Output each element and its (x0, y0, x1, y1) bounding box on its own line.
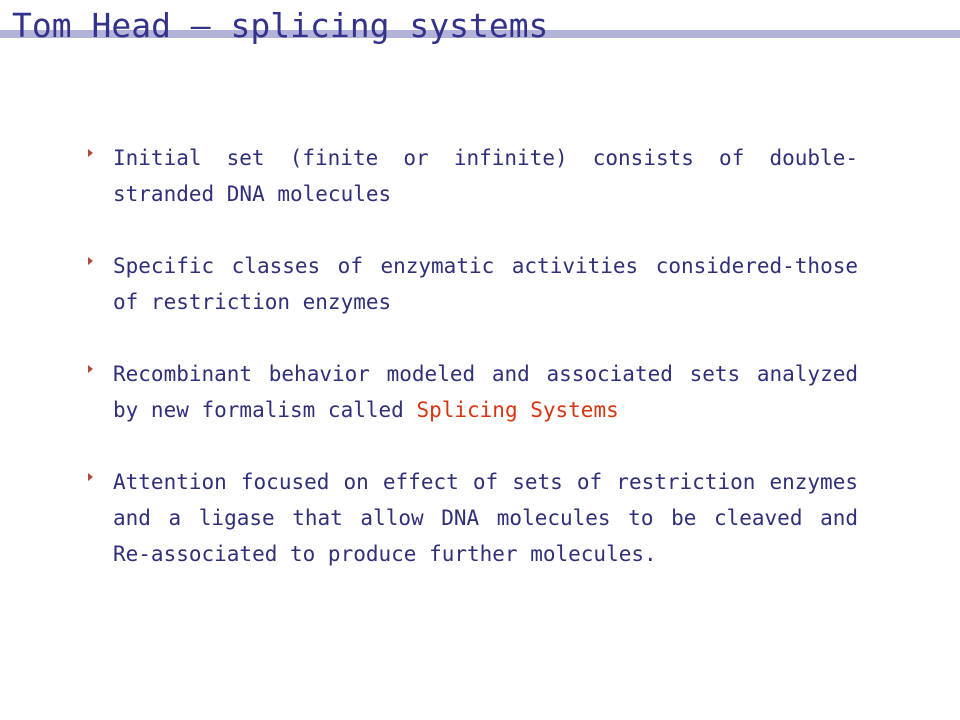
bullet-item-enzymatic-activities (88, 248, 858, 320)
bullet-text: Specific classes of enzymatic activities considered-those of restriction enzymes (113, 254, 858, 314)
splicing-systems-highlight: Splicing Systems (416, 398, 619, 422)
bullet-list (88, 140, 858, 608)
bullet-item-attention-focused (88, 464, 858, 572)
bullet-text: Initial set (finite or infinite) consists of double-stranded DNA molecules (113, 146, 858, 206)
bullet-item-initial-set (88, 140, 858, 212)
bullet-text: Attention focused on effect of sets of restriction enzymes and a ligase that allow DNA molecules to be cleaved and Re-associated to produce further molecules. (113, 470, 858, 566)
bullet-arrow-icon (88, 473, 93, 481)
bullet-text (113, 356, 858, 428)
bullet-item-recombinant-behavior (88, 356, 858, 428)
bullet-arrow-icon (88, 149, 93, 157)
bullet-arrow-icon (88, 365, 93, 373)
bullet-arrow-icon (88, 257, 93, 265)
slide-title: Tom Head – splicing systems (12, 6, 549, 45)
bullet-text-lead: Recombinant behavior modeled and associated sets analyzed by new formalism called (113, 362, 858, 422)
